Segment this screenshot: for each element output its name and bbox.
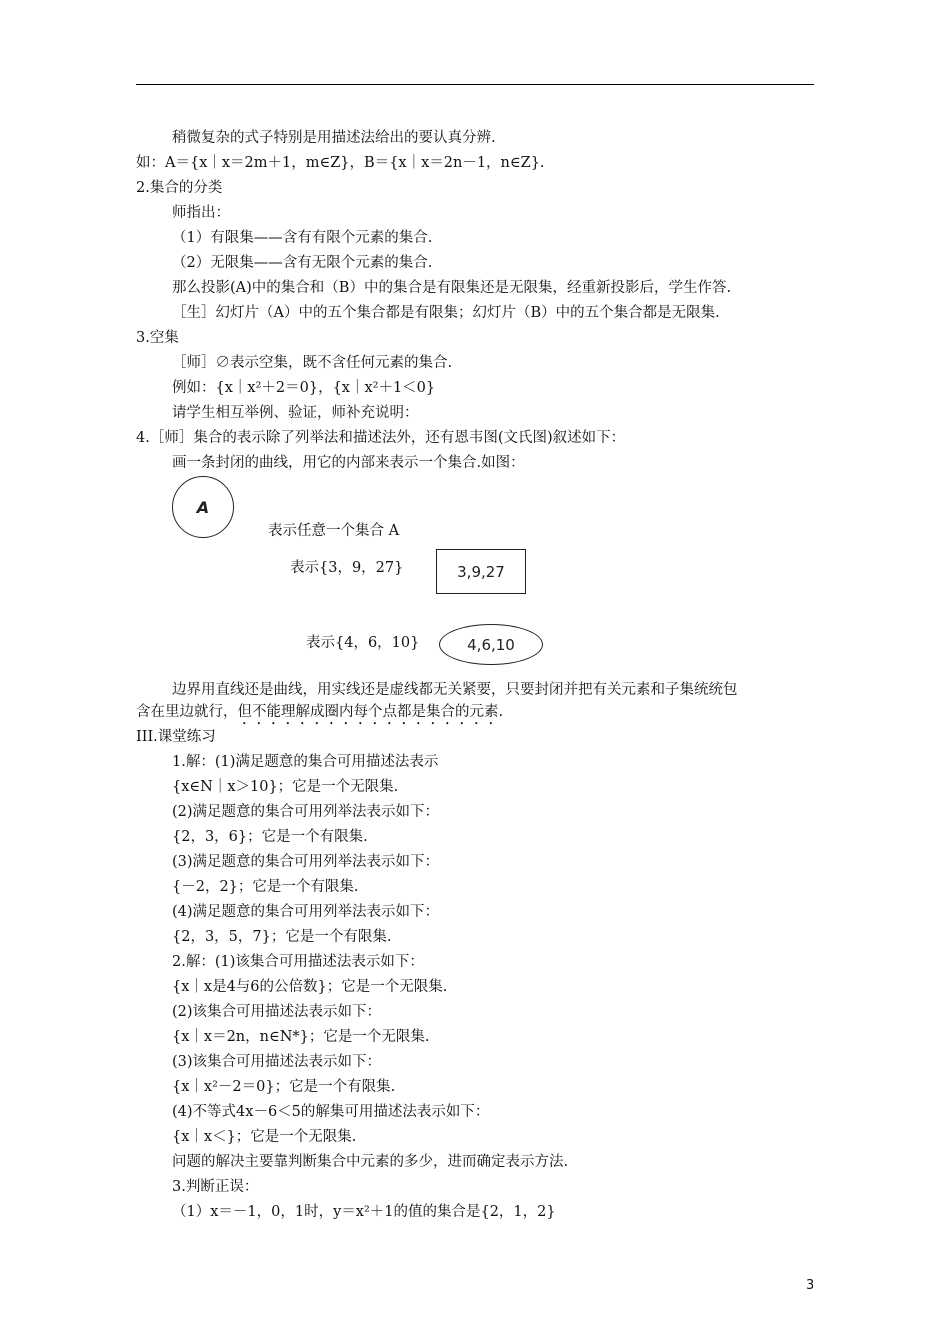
text-line: 画一条封闭的曲线，用它的内部来表示一个集合.如图：: [172, 455, 525, 471]
exercise-line: {x｜x²－2＝0}；它是一个有限集.: [172, 1079, 396, 1095]
exercise-line: {x｜x＜}；它是一个无限集.: [172, 1129, 357, 1145]
exercise-line: {x｜x＝2n，n∈N*}；它是一个无限集.: [172, 1029, 430, 1045]
venn-oval: 4,6,10: [439, 624, 543, 665]
exercise-line: (2)该集合可用描述法表示如下：: [172, 1004, 382, 1020]
exercise-line: (3)该集合可用描述法表示如下：: [172, 1054, 382, 1070]
exercise-line: {2，3，5，7}；它是一个有限集.: [172, 929, 392, 945]
text-line: 如：A＝{x｜x＝2m＋1，m∈Z}，B＝{x｜x＝2n－1，n∈Z}.: [136, 155, 545, 171]
text-line: ［生］幻灯片（A）中的五个集合都是有限集；幻灯片（B）中的五个集合都是无限集.: [172, 305, 720, 321]
text-line: 稍微复杂的式子特别是用描述法给出的要认真分辨.: [172, 130, 496, 146]
text-span: .: [498, 704, 504, 720]
exercise-line: （1）x＝－1，0，1时，y＝x²＋1的值的集合是{2，1，2}: [172, 1204, 556, 1220]
exercise-line: {x∈N｜x＞10}；它是一个无限集.: [172, 779, 399, 795]
text-line: 边界用直线还是曲线，用实线还是虚线都无关紧要，只要封闭并把有关元素和子集统统包: [172, 682, 738, 698]
section-heading: 4.［师］集合的表示除了列举法和描述法外，还有恩韦图(文氏图)叙述如下：: [136, 430, 626, 446]
list-item: （1）有限集——含有有限个元素的集合.: [172, 230, 433, 246]
exercise-line: 1.解：(1)满足题意的集合可用描述法表示: [172, 754, 439, 770]
text-line: 师指出：: [172, 205, 230, 221]
text-line: 例如：{x｜x²＋2＝0}，{x｜x²＋1＜0}: [172, 380, 436, 396]
venn-caption-rect: 表示{3，9，27}: [290, 560, 404, 576]
header-rule: [136, 84, 814, 85]
page-number: 3: [806, 1278, 815, 1293]
section-heading: 2.集合的分类: [136, 180, 223, 196]
text-line: 请学生相互举例、验证，师补充说明：: [172, 405, 419, 421]
section-heading: III.课堂练习: [136, 729, 216, 745]
exercise-line: 问题的解决主要靠判断集合中元素的多少，进而确定表示方法.: [172, 1154, 569, 1170]
text-span: 含在里边就行，: [136, 704, 238, 720]
section-heading: 3.空集: [136, 330, 179, 346]
text-line: 那么投影(A)中的集合和（B）中的集合是有限集还是无限集，经重新投影后，学生作答.: [172, 280, 732, 296]
exercise-line: 3.判断正误：: [172, 1179, 259, 1195]
text-line: ［师］∅表示空集，既不含任何元素的集合.: [172, 355, 453, 371]
venn-caption-oval: 表示{4，6，10}: [306, 635, 420, 651]
list-item: （2）无限集——含有无限个元素的集合.: [172, 255, 433, 271]
exercise-line: (3)满足题意的集合可用列举法表示如下：: [172, 854, 440, 870]
emphasis-span: 但不能理解成圈内每个点都是集合的元素: [237, 704, 499, 720]
exercise-line: (4)满足题意的集合可用列举法表示如下：: [172, 904, 440, 920]
exercise-line: (2)满足题意的集合可用列举法表示如下：: [172, 804, 440, 820]
venn-rectangle: 3,9,27: [436, 549, 526, 594]
exercise-line: {－2，2}；它是一个有限集.: [172, 879, 359, 895]
text-line: [136, 702, 503, 728]
exercise-line: {x｜x是4与6的公倍数}；它是一个无限集.: [172, 979, 448, 995]
venn-circle: A: [172, 476, 234, 538]
exercise-line: 2.解：(1)该集合可用描述法表示如下：: [172, 954, 424, 970]
exercise-line: {2，3，6}；它是一个有限集.: [172, 829, 368, 845]
exercise-line: (4)不等式4x－6＜5的解集可用描述法表示如下：: [172, 1104, 490, 1120]
venn-caption-any: 表示任意一个集合 A: [268, 523, 400, 539]
